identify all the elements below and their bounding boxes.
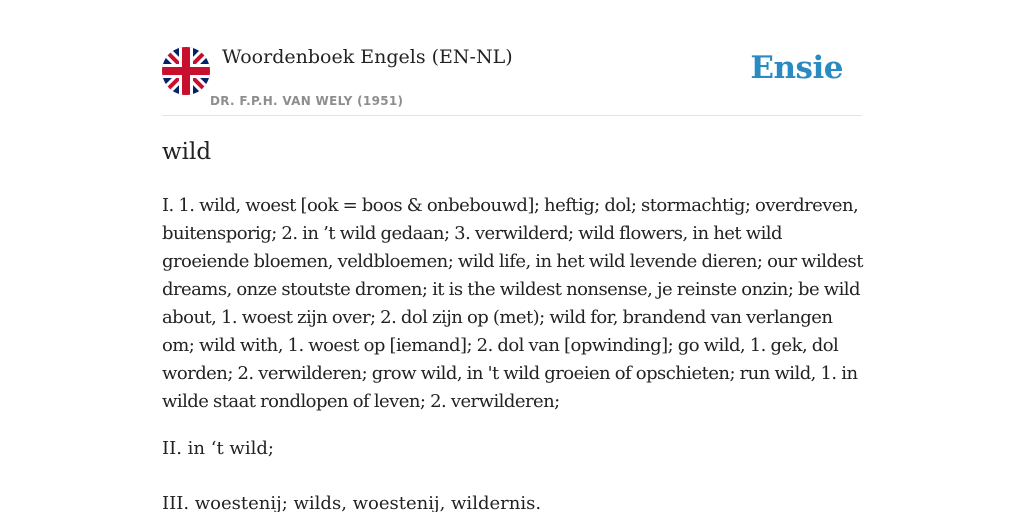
- definition-section-3: III. woestenij; wilds, woestenij, wildernis.: [162, 493, 542, 512]
- dictionary-title[interactable]: Woordenboek Engels (EN-NL): [222, 46, 513, 68]
- uk-flag-icon: [162, 47, 210, 95]
- definition-section-1: I. 1. wild, woest [ook = boos & onbebouwd]; heftig; dol; stormachtig; overdreven, buitensporig; 2. in ’t wild gedaan; 3. verwilderd; wild flowers, in het wild groeiende bloemen, veldbloemen; wild life, in het wild levende dieren; our wildest dreams, onze stoutste dromen; it is the wildest nonsense, je reinste onzin; be wild about, 1. woest zijn over; 2. dol zijn op (met); wild for, brandend van verlangen om; wild with, 1. woest op [iemand]; 2. dol van [opwinding]; go wild, 1. gek, dol worden; 2. verwilderen; grow wild, in 't wild groeien of opschieten; run wild, 1. in wilde staat rondlopen of leven; 2. verwilderen;: [162, 195, 863, 412]
- headword: wild: [162, 139, 212, 165]
- definition-section-2: II. in ‘t wild;: [162, 438, 274, 459]
- ensie-logo[interactable]: Ensie: [750, 50, 843, 86]
- dictionary-author: DR. F.P.H. VAN WELY (1951): [210, 94, 404, 108]
- dictionary-header: [162, 0, 862, 116]
